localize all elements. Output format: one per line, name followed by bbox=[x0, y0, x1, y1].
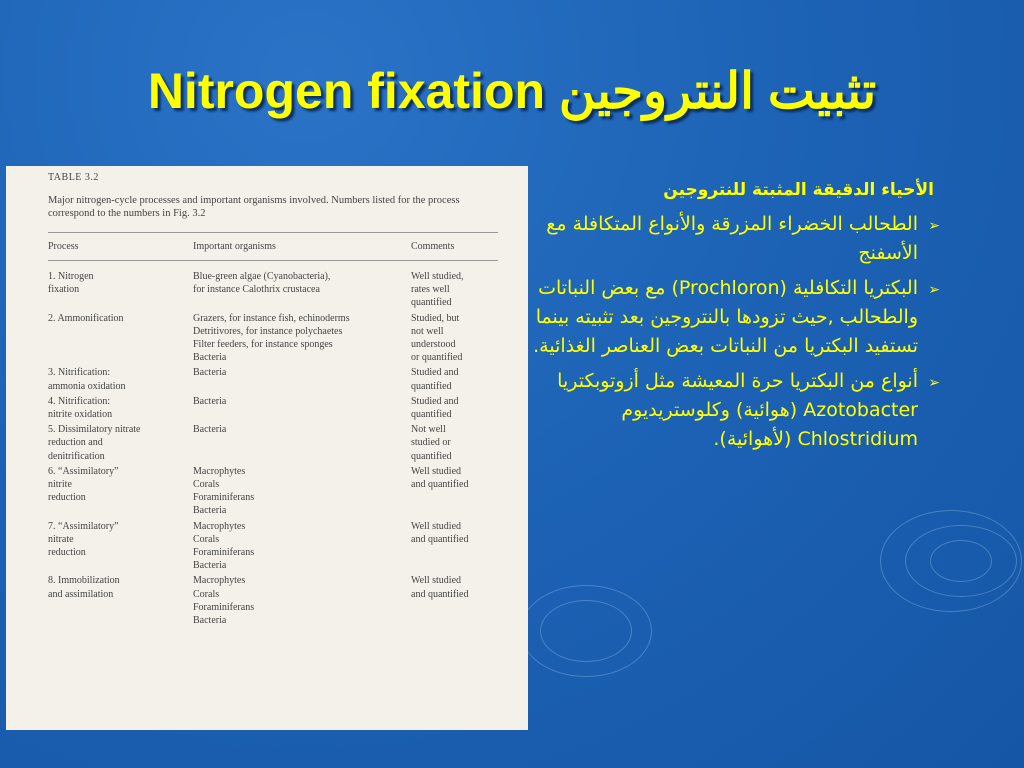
cell-comments: Not well studied or quantified bbox=[411, 424, 452, 462]
header-comments: Comments bbox=[411, 241, 455, 252]
cell-process: 4. Nitrification: nitrite oxidation bbox=[48, 395, 113, 421]
cell-organisms: Macrophytes Corals Foraminiferans Bacteria bbox=[193, 520, 255, 572]
cell-organisms: Macrophytes Corals Foraminiferans Bacteria bbox=[193, 465, 255, 517]
table-row bbox=[48, 520, 498, 573]
bullet-item bbox=[524, 367, 940, 454]
cell-process: 3. Nitrification: ammonia oxidation bbox=[48, 367, 126, 392]
cell-organisms: Bacteria bbox=[193, 424, 227, 436]
cell-comments: Studied and quantified bbox=[411, 367, 459, 392]
header-organisms: Important organisms bbox=[193, 241, 276, 252]
table-image bbox=[6, 166, 528, 730]
cell-process: 2. Ammonification bbox=[48, 312, 124, 324]
cell-comments: Well studied and quantified bbox=[411, 465, 469, 491]
table-row bbox=[48, 312, 498, 365]
bullet-text: الطحالب الخضراء المزرقة والأنواع المتكافلة مع الأسفنج bbox=[546, 213, 918, 264]
cell-process: 6. “Assimilatory” nitrite reduction bbox=[48, 465, 119, 504]
cell-organisms: Bacteria bbox=[193, 367, 227, 379]
table-label: TABLE 3.2 bbox=[48, 172, 99, 183]
cell-organisms: Grazers, for instance fish, echinoderms Detritivores, for instance polychaetes Filter feeders, for instance sponges Bacteria bbox=[193, 312, 350, 364]
bullet-text: أنواع من البكتريا حرة المعيشة مثل أزوتوبكتريا Azotobacter (هوائية) وكلوستريديوم Chlostridium (لأهوائية). bbox=[557, 370, 918, 450]
divider bbox=[48, 260, 498, 261]
cell-comments: Studied and quantified bbox=[411, 395, 459, 421]
table-row bbox=[48, 465, 498, 518]
cell-organisms: Bacteria bbox=[193, 395, 227, 407]
table-body bbox=[48, 270, 498, 627]
table-row bbox=[48, 423, 498, 463]
cell-organisms: Macrophytes Corals Foraminiferans Bacteria bbox=[193, 575, 255, 627]
cell-organisms: Blue-green algae (Cyanobacteria), for instance Calothrix crustacea bbox=[193, 271, 331, 296]
cell-comments: Well studied and quantified bbox=[411, 575, 469, 600]
ripple-decoration bbox=[520, 585, 652, 677]
subheading: الأحياء الدقيقة المثبتة للنتروجين bbox=[663, 180, 934, 200]
table-row bbox=[48, 574, 498, 627]
bullet-text: البكتريا التكافلية (Prochloron) مع بعض النباتات والطحالب ,حيث تزودها بالنتروجين بعد تثبيته بينما تستفيد البكتريا من النباتات بعض العناصر الغذائية. bbox=[533, 277, 918, 357]
table-caption: Major nitrogen-cycle processes and important organisms involved. Numbers listed for the process correspond to the numbers in Fig. 3.2 bbox=[48, 195, 460, 219]
divider bbox=[48, 232, 498, 233]
cell-process: 1. Nitrogen fixation bbox=[48, 271, 94, 296]
cell-comments: Well studied and quantified bbox=[411, 520, 469, 545]
table-header bbox=[48, 241, 498, 252]
arabic-content bbox=[524, 180, 940, 460]
bullet-item bbox=[524, 274, 940, 361]
arrow-bullet-icon: ➢ bbox=[928, 375, 940, 391]
cell-process: 5. Dissimilatory nitrate reduction and denitrification bbox=[48, 424, 141, 462]
cell-comments: Well studied, rates well quantified bbox=[411, 271, 464, 309]
table-row bbox=[48, 366, 498, 392]
cell-process: 7. “Assimilatory” nitrate reduction bbox=[48, 520, 119, 559]
table-row bbox=[48, 395, 498, 421]
cell-comments: Studied, but not well understood or quantified bbox=[411, 312, 463, 364]
header-process: Process bbox=[48, 241, 79, 252]
table-row bbox=[48, 270, 498, 310]
ripple-decoration bbox=[880, 510, 1022, 612]
cell-process: 8. Immobilization and assimilation bbox=[48, 575, 120, 600]
arrow-bullet-icon: ➢ bbox=[928, 218, 940, 234]
arrow-bullet-icon: ➢ bbox=[928, 282, 940, 298]
bullet-item bbox=[524, 210, 940, 268]
slide-title: Nitrogen fixation تثبيت النتروجين bbox=[147, 63, 877, 119]
